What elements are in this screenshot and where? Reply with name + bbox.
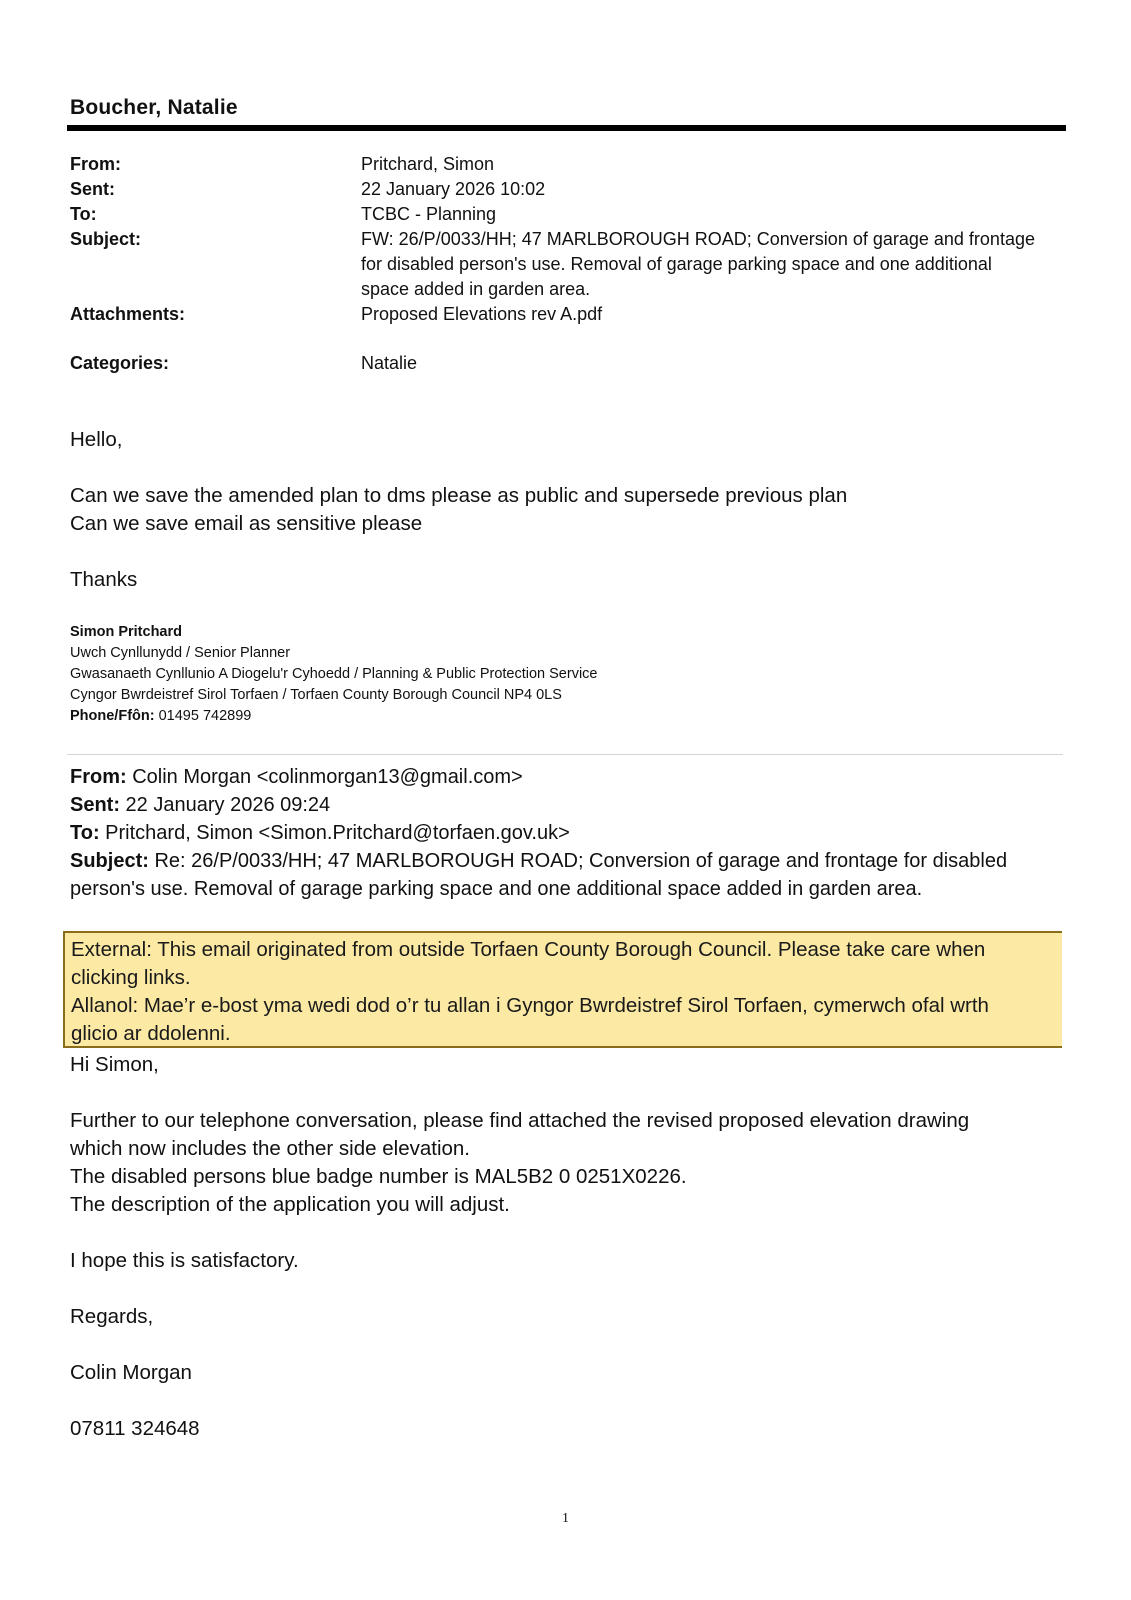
sender-phone: 07811 324648 (70, 1417, 200, 1440)
greeting: Hi Simon, (70, 1053, 159, 1076)
subject-label: Subject: (70, 229, 142, 249)
mailbox-owner-name: Boucher, Natalie (70, 96, 238, 119)
external-email-warning (63, 931, 1062, 1048)
header-attachments-row (70, 302, 1060, 327)
body-line: The disabled persons blue badge number is MAL5B2 0 0251X0226. (70, 1165, 687, 1188)
sender-name: Colin Morgan (70, 1361, 192, 1384)
from-label: From: (70, 154, 121, 174)
header-categories-row (70, 351, 1060, 376)
warning-line: External: This email originated from outside Torfaen County Borough Council. Please take care when (71, 938, 986, 961)
subject-value (361, 227, 1060, 302)
header-to-row (70, 202, 1060, 227)
categories-label: Categories: (70, 353, 170, 373)
subject-line: space added in garden area. (361, 279, 591, 299)
signature-service: Gwasanaeth Cynllunio A Diogelu'r Cyhoedd / Planning & Public Protection Service (70, 666, 598, 682)
subject-line: for disabled person's use. Removal of garage parking space and one additional (361, 254, 992, 274)
fwd-subject: Subject: Re: 26/P/0033/HH; 47 MARLBOROUGH ROAD; Conversion of garage and frontage for disabled (70, 850, 1008, 872)
fwd-from: From: Colin Morgan <colinmorgan13@gmail.com> (70, 766, 523, 788)
to-label: To: (70, 204, 97, 224)
warning-line: glicio ar ddolenni. (71, 1022, 231, 1045)
header-from-row (70, 152, 1060, 177)
forwarded-header (70, 763, 1060, 903)
body-line: Can we save the amended plan to dms please as public and supersede previous plan (70, 484, 848, 507)
warning-line: Allanol: Mae’r e-bost yma wedi dod o’r tu allan i Gyngor Bwrdeistref Sirol Torfaen, cymerwch ofal wrth (71, 994, 989, 1017)
fwd-subject-cont: person's use. Removal of garage parking space and one additional space added in garden area. (70, 878, 923, 900)
signature-block (70, 622, 598, 727)
from-value: Pritchard, Simon (361, 154, 495, 174)
email-header (70, 152, 1060, 376)
categories-value: Natalie (361, 353, 418, 373)
signature-name: Simon Pritchard (70, 624, 182, 640)
greeting: Hello, (70, 428, 123, 451)
fwd-to: To: Pritchard, Simon <Simon.Pritchard@torfaen.gov.uk> (70, 822, 570, 844)
warning-line: clicking links. (71, 966, 191, 989)
header-sent-row (70, 177, 1060, 202)
to-value: TCBC - Planning (361, 204, 497, 224)
signature-phone: Phone/Ffôn: 01495 742899 (70, 708, 252, 724)
owner-divider (67, 125, 1066, 131)
forward-separator (67, 754, 1063, 755)
forwarded-message-body (70, 1051, 1060, 1443)
body-line: Can we save email as sensitive please (70, 512, 423, 535)
body-line: The description of the application you will adjust. (70, 1193, 510, 1216)
fwd-sent: Sent: 22 January 2026 09:24 (70, 794, 331, 816)
subject-line: FW: 26/P/0033/HH; 47 MARLBOROUGH ROAD; Conversion of garage and frontage (361, 229, 1035, 249)
sent-value: 22 January 2026 10:02 (361, 179, 546, 199)
page-number: 1 (562, 1511, 569, 1526)
attachments-label: Attachments: (70, 304, 186, 324)
header-subject-row (70, 227, 1060, 302)
body-line: I hope this is satisfactory. (70, 1249, 299, 1272)
sent-label: Sent: (70, 179, 115, 199)
signature-council: Cyngor Bwrdeistref Sirol Torfaen / Torfaen County Borough Council NP4 0LS (70, 687, 562, 703)
signature-title: Uwch Cynllunydd / Senior Planner (70, 645, 291, 661)
attachment-link[interactable]: Proposed Elevations rev A.pdf (361, 304, 603, 324)
sign-off: Regards, (70, 1305, 154, 1328)
body-line: which now includes the other side elevation. (70, 1137, 470, 1160)
closing: Thanks (70, 568, 138, 591)
body-line: Further to our telephone conversation, please find attached the revised proposed elevation drawing (70, 1109, 970, 1132)
message-body (70, 426, 1050, 594)
